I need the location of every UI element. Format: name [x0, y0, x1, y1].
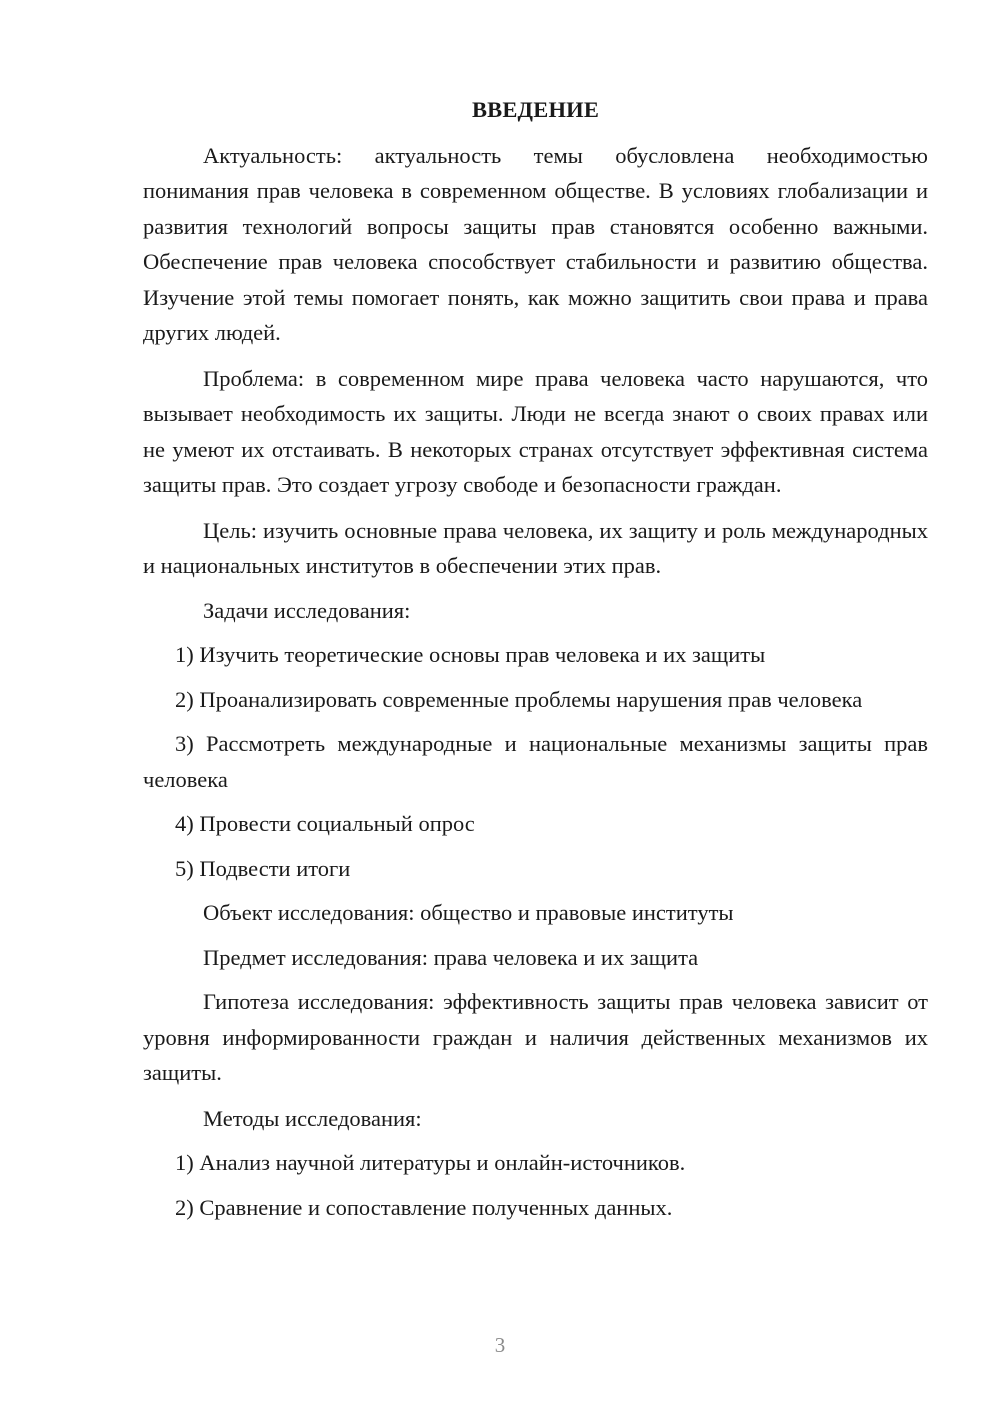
method-item-1: 1) Анализ научной литературы и онлайн-источников. — [175, 1150, 686, 1175]
subject-paragraph: Предмет исследования: права человека и их защита — [203, 944, 699, 970]
section-title: ВВЕДЕНИЕ — [471, 97, 600, 122]
methods-heading: Методы исследования: — [203, 1105, 422, 1131]
task-item-3: 3) Рассмотреть международные и национальные механизмы защиты прав человека — [143, 731, 928, 792]
task-item-4: 4) Провести социальный опрос — [175, 811, 475, 836]
page-number: 3 — [494, 1333, 506, 1357]
task-item-2: 2) Проанализировать современные проблемы нарушения прав человека — [175, 686, 863, 712]
tasks-heading: Задачи исследования: — [203, 597, 411, 623]
page-content — [143, 92, 928, 1225]
task-item-5: 5) Подвести итоги — [175, 855, 351, 881]
relevance-paragraph: Актуальность: актуальность темы обусловлена необходимостью понимания прав человека в современном обществе. В условиях глобализации и развития технологий вопросы защиты прав становятся особенно важными. Обеспечение прав человека способствует стабильности и развитию общества. Изучение этой темы помогает понять, как можно защитить свои права и права других людей. — [143, 142, 928, 345]
object-paragraph: Объект исследования: общество и правовые институты — [203, 900, 734, 925]
method-item-2: 2) Сравнение и сопоставление полученных данных. — [175, 1194, 673, 1220]
problem-paragraph: Проблема: в современном мире права человека часто нарушаются, что вызывает необходимость их защиты. Люди не всегда знают о своих правах или не умеют их отстаивать. В некоторых странах отсутствует эффективная система защиты прав. Это создает угрозу свободе и безопасности граждан. — [143, 365, 928, 497]
goal-paragraph: Цель: изучить основные права человека, их защиту и роль международных и национальных институтов в обеспечении этих прав. — [143, 517, 928, 578]
task-item-1: 1) Изучить теоретические основы прав человека и их защиты — [175, 642, 766, 667]
hypothesis-paragraph: Гипотеза исследования: эффективность защиты прав человека зависит от уровня информированности граждан и наличия действенных механизмов их защиты. — [143, 989, 928, 1085]
